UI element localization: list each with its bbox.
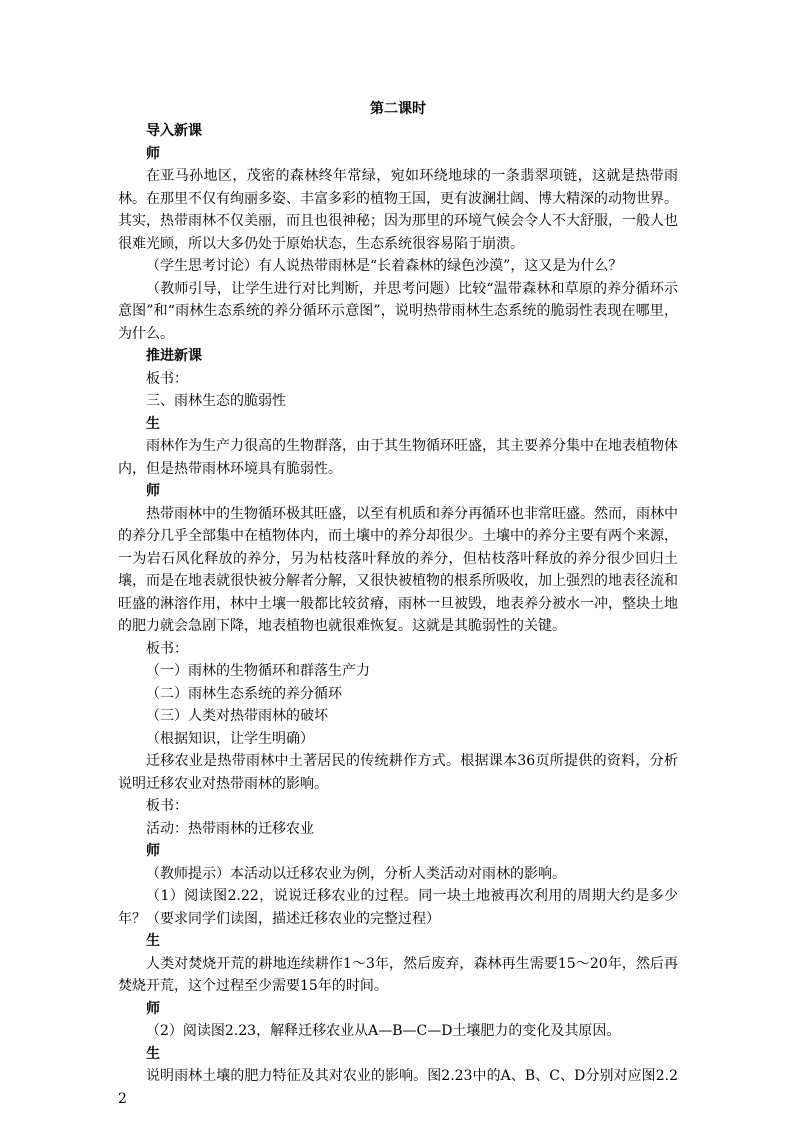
section-heading: 推进新课 (146, 348, 202, 364)
section-heading: 生 (146, 933, 160, 949)
section-heading: 导入新课 (146, 123, 202, 139)
body-paragraph: （教师引导，让学生进行对比判断，并思考问题）比较“温带森林和草原的养分循环示意图”和“雨林生态系统的养分循环示意图”，说明热带雨林生态系统的脆弱性表现在哪里，为什么。 (118, 280, 678, 342)
body-paragraph: 活动：热带雨林的迁移农业 (146, 820, 314, 837)
section-heading: 生 (146, 415, 160, 432)
body-paragraph: （一）雨林的生物循环和群落生产力 (146, 663, 370, 679)
body-paragraph: 人类对焚烧开荒的耕地连续耕作1～3年，然后废弃，森林再生需要15～20年，然后再焚烧开荒，这个过程至少需要15年的时间。 (118, 955, 678, 994)
section-heading: 师 (146, 145, 160, 162)
section-heading: 师 (146, 843, 160, 859)
section-heading: 师 (146, 1000, 160, 1017)
body-paragraph: 雨林作为生产力很高的生物群落，由于其生物循环旺盛，其主要养分集中在地表植物体内，但是热带雨林环境具有脆弱性。 (118, 438, 678, 477)
body-paragraph: 迁移农业是热带雨林中土著居民的传统耕作方式。根据课本36页所提供的资料，分析说明迁移农业对热带雨林的影响。 (118, 753, 678, 792)
section-heading: 生 (146, 1045, 160, 1062)
body-paragraph: （根据知识，让学生明确） (146, 730, 314, 747)
body-paragraph: 板书： (146, 798, 188, 814)
body-paragraph: （2）阅读图2.23，解释迁移农业从A—B—C—D土壤肥力的变化及其原因。 (146, 1023, 621, 1039)
section-heading: 师 (146, 483, 160, 499)
body-paragraph: 板书： (146, 640, 188, 657)
body-paragraph: （二）雨林生态系统的养分循环 (146, 685, 342, 702)
body-paragraph: 三、雨林生态的脆弱性 (146, 393, 286, 409)
body-paragraph: 板书： (146, 370, 188, 387)
body-paragraph: （教师提示）本活动以迁移农业为例，分析人类活动对雨林的影响。 (146, 865, 566, 882)
document-body (118, 120, 678, 1110)
body-paragraph: 在亚马孙地区，茂密的森林终年常绿，宛如环绕地球的一条翡翠项链，这就是热带雨林。在那里不仅有绚丽多姿、丰富多彩的植物王国，更有波澜壮阔、博大精深的动物世界。其实，热带雨林不仅美丽，而且也很神秘；因为那里的环境气候会令人不大舒服，一般人也很难光顾，所以大多仍处于原始状态，生态系统很容易陷于崩溃。 (118, 168, 678, 252)
body-paragraph: 热带雨林中的生物循环极其旺盛，以至有机质和养分再循环也非常旺盛。然而，雨林中的养分几乎全部集中在植物体内，而土壤中的养分却很少。土壤中的养分主要有两个来源，一为岩石风化释放的养分，另为枯枝落叶释放的养分，但枯枝落叶释放的养分很少回归土壤，而是在地表就很快被分解者分解，又很快被植物的根系所吸收，加上强烈的地表径流和旺盛的淋溶作用，林中土壤一般都比较贫瘠，雨林一旦被毁，地表养分被水一冲，整块土地的肥力就会急剧下降，地表植物也就很难恢复。这就是其脆弱性的关键。 (118, 505, 678, 634)
body-paragraph: （学生思考讨论）有人说热带雨林是“长着森林的绿色沙漠”，这又是为什么？ (146, 258, 623, 274)
body-paragraph: 说明雨林土壤的肥力特征及其对农业的影响。图2.23中的A、B、C、D分别对应图2.22 (118, 1068, 678, 1107)
body-paragraph: （1）阅读图2.22，说说迁移农业的过程。同一块土地被再次利用的周期大约是多少年？（要求同学们读图，描述迁移农业的完整过程） (118, 888, 678, 927)
body-paragraph: （三）人类对热带雨林的破坏 (146, 708, 328, 724)
document-title: 第二课时 (370, 101, 426, 117)
document-page (118, 98, 678, 1110)
